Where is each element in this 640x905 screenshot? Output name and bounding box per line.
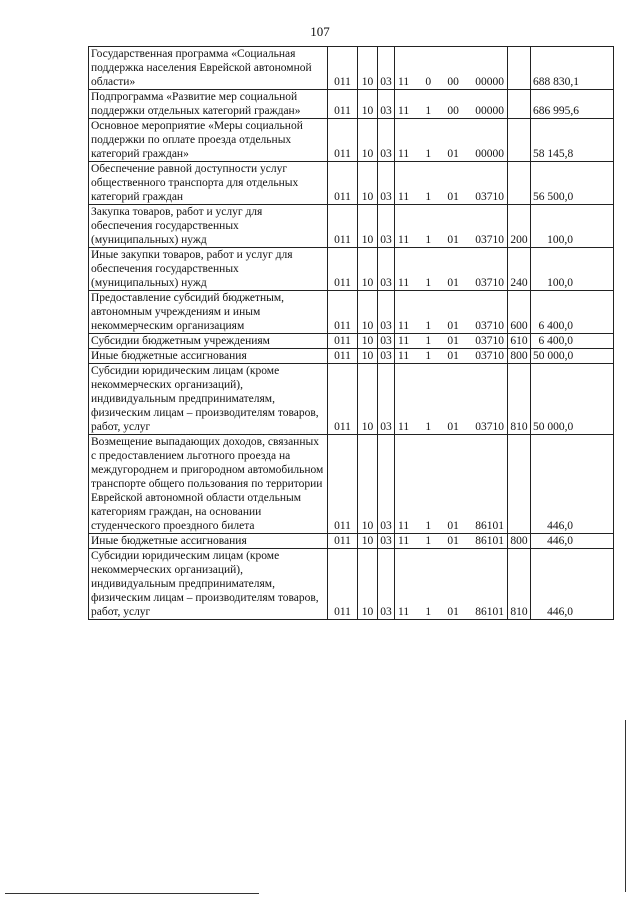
target-article-code: [395, 162, 508, 205]
table-row: [89, 162, 614, 205]
amount: 100,0: [531, 205, 614, 248]
expense-type-code: 810: [508, 549, 531, 620]
row-name: Субсидии юридическим лицам (кроме некоммерческих организаций), индивидуальным предпринимателям, физическим лицам – производителям товаров, работ, услуг: [89, 549, 328, 620]
program-code: 11: [398, 105, 410, 117]
target-article-code: [395, 435, 508, 534]
direction-code: 00000: [475, 76, 504, 88]
subsection-code: 03: [378, 334, 395, 349]
table-row: [89, 364, 614, 435]
table-row: [89, 349, 614, 364]
section-code: 10: [358, 349, 378, 364]
ministry-code: 011: [328, 162, 358, 205]
main-activity-code: 01: [447, 520, 459, 532]
row-name: Субсидии юридическим лицам (кроме некоммерческих организаций), индивидуальным предпринимателям, физическим лицам – производителям товаров, работ, услуг: [89, 364, 328, 435]
target-article-code: [395, 119, 508, 162]
subsection-code: 03: [378, 435, 395, 534]
expense-type-code: [508, 162, 531, 205]
ministry-code: 011: [328, 349, 358, 364]
target-article-code: [395, 349, 508, 364]
amount: 688 830,1: [531, 47, 614, 90]
ministry-code: 011: [328, 47, 358, 90]
expense-type-code: [508, 435, 531, 534]
direction-code: 00000: [475, 105, 504, 117]
amount: 6 400,0: [531, 291, 614, 334]
ministry-code: 011: [328, 291, 358, 334]
table-row: [89, 119, 614, 162]
section-code: 10: [358, 248, 378, 291]
amount: 6 400,0: [531, 334, 614, 349]
target-article-parts: [395, 420, 507, 434]
section-code: 10: [358, 90, 378, 119]
target-article-code: [395, 534, 508, 549]
subsection-code: 03: [378, 162, 395, 205]
row-name: Иные закупки товаров, работ и услуг для обеспечения государственных (муниципальных) нужд: [89, 248, 328, 291]
section-code: 10: [358, 119, 378, 162]
ministry-code: 011: [328, 248, 358, 291]
amount: 446,0: [531, 549, 614, 620]
table-row: [89, 549, 614, 620]
subprogram-code: 1: [425, 191, 432, 203]
subprogram-code: 1: [425, 148, 432, 160]
target-article-code: [395, 291, 508, 334]
main-activity-code: 01: [447, 277, 459, 289]
scan-edge-line: [625, 720, 626, 892]
main-activity-code: 01: [447, 191, 459, 203]
ministry-code: 011: [328, 119, 358, 162]
amount: 50 000,0: [531, 364, 614, 435]
table-row: [89, 90, 614, 119]
ministry-code: 011: [328, 90, 358, 119]
subsection-code: 03: [378, 90, 395, 119]
amount: 686 995,6: [531, 90, 614, 119]
direction-code: 00000: [475, 148, 504, 160]
subprogram-code: 1: [425, 606, 432, 618]
main-activity-code: 01: [447, 535, 459, 547]
subprogram-code: 1: [425, 105, 432, 117]
subprogram-code: 1: [425, 350, 432, 362]
table-row: [89, 334, 614, 349]
table-row: [89, 534, 614, 549]
table-row: [89, 205, 614, 248]
target-article-parts: [395, 519, 507, 533]
main-activity-code: 01: [447, 350, 459, 362]
section-code: 10: [358, 205, 378, 248]
target-article-code: [395, 47, 508, 90]
target-article-parts: [395, 147, 507, 161]
row-name: Государственная программа «Социальная поддержка населения Еврейской автономной области»: [89, 47, 328, 90]
table-row: [89, 291, 614, 334]
program-code: 11: [398, 148, 410, 160]
subprogram-code: 1: [425, 421, 432, 433]
section-code: 10: [358, 47, 378, 90]
main-activity-code: 01: [447, 606, 459, 618]
row-name: Возмещение выпадающих доходов, связанных с предоставлением льготного проезда на междугороднем и пригородном автомобильном транспорте общего пользования по территории Еврейской автономной области отдельным категориям граждан, на основании студенческого проездного билета: [89, 435, 328, 534]
direction-code: 03710: [475, 277, 504, 289]
program-code: 11: [398, 234, 410, 246]
amount: 446,0: [531, 435, 614, 534]
expense-type-code: 800: [508, 349, 531, 364]
table-row: [89, 435, 614, 534]
subsection-code: 03: [378, 47, 395, 90]
target-article-code: [395, 90, 508, 119]
subprogram-code: 0: [425, 76, 432, 88]
main-activity-code: 01: [447, 148, 459, 160]
program-code: 11: [398, 320, 410, 332]
target-article-parts: [395, 75, 507, 89]
amount: 446,0: [531, 534, 614, 549]
expense-type-code: 810: [508, 364, 531, 435]
section-code: 10: [358, 549, 378, 620]
ministry-code: 011: [328, 435, 358, 534]
expense-type-code: 600: [508, 291, 531, 334]
direction-code: 03710: [475, 350, 504, 362]
target-article-parts: [395, 233, 507, 247]
direction-code: 03710: [475, 234, 504, 246]
target-article-parts: [395, 104, 507, 118]
subprogram-code: 1: [425, 320, 432, 332]
target-article-parts: [395, 605, 507, 619]
subsection-code: 03: [378, 534, 395, 549]
subprogram-code: 1: [425, 234, 432, 246]
page-number: 107: [310, 24, 330, 39]
section-code: 10: [358, 162, 378, 205]
direction-code: 03710: [475, 421, 504, 433]
row-name: Иные бюджетные ассигнования: [89, 534, 328, 549]
direction-code: 03710: [475, 335, 504, 347]
ministry-code: 011: [328, 534, 358, 549]
section-code: 10: [358, 364, 378, 435]
expense-type-code: [508, 119, 531, 162]
program-code: 11: [398, 350, 410, 362]
amount: 50 000,0: [531, 349, 614, 364]
row-name: Иные бюджетные ассигнования: [89, 349, 328, 364]
expense-type-code: [508, 47, 531, 90]
target-article-parts: [395, 190, 507, 204]
expense-type-code: 610: [508, 334, 531, 349]
program-code: 11: [398, 421, 410, 433]
subsection-code: 03: [378, 248, 395, 291]
section-code: 10: [358, 334, 378, 349]
target-article-parts: [395, 349, 507, 363]
target-article-code: [395, 334, 508, 349]
ministry-code: 011: [328, 334, 358, 349]
program-code: 11: [398, 520, 410, 532]
target-article-code: [395, 205, 508, 248]
amount: 56 500,0: [531, 162, 614, 205]
direction-code: 03710: [475, 191, 504, 203]
program-code: 11: [398, 191, 410, 203]
main-activity-code: 00: [447, 105, 459, 117]
subsection-code: 03: [378, 205, 395, 248]
subsection-code: 03: [378, 349, 395, 364]
table-row: [89, 47, 614, 90]
program-code: 11: [398, 76, 410, 88]
row-name: Подпрограмма «Развитие мер социальной поддержки отдельных категорий граждан»: [89, 90, 328, 119]
direction-code: 03710: [475, 320, 504, 332]
row-name: Субсидии бюджетным учреждениям: [89, 334, 328, 349]
main-activity-code: 01: [447, 421, 459, 433]
subsection-code: 03: [378, 119, 395, 162]
row-name: Обеспечение равной доступности услуг общественного транспорта для отдельных категорий граждан: [89, 162, 328, 205]
target-article-code: [395, 549, 508, 620]
expense-type-code: 240: [508, 248, 531, 291]
table-row: [89, 248, 614, 291]
direction-code: 86101: [475, 606, 504, 618]
subprogram-code: 1: [425, 335, 432, 347]
expense-type-code: 800: [508, 534, 531, 549]
row-name: Основное мероприятие «Меры социальной поддержки по оплате проезда отдельных категорий граждан»: [89, 119, 328, 162]
expense-type-code: 200: [508, 205, 531, 248]
budget-table: [88, 46, 614, 620]
row-name: Предоставление субсидий бюджетным, автономным учреждениям и иным некоммерческим организациям: [89, 291, 328, 334]
program-code: 11: [398, 277, 410, 289]
target-article-parts: [395, 276, 507, 290]
subprogram-code: 1: [425, 520, 432, 532]
main-activity-code: 00: [447, 76, 459, 88]
main-activity-code: 01: [447, 320, 459, 332]
expense-type-code: [508, 90, 531, 119]
target-article-parts: [395, 334, 507, 348]
main-activity-code: 01: [447, 335, 459, 347]
target-article-code: [395, 364, 508, 435]
ministry-code: 011: [328, 549, 358, 620]
program-code: 11: [398, 606, 410, 618]
subsection-code: 03: [378, 364, 395, 435]
amount: 58 145,8: [531, 119, 614, 162]
direction-code: 86101: [475, 535, 504, 547]
program-code: 11: [398, 535, 410, 547]
ministry-code: 011: [328, 364, 358, 435]
subsection-code: 03: [378, 549, 395, 620]
ministry-code: 011: [328, 205, 358, 248]
program-code: 11: [398, 335, 410, 347]
main-activity-code: 01: [447, 234, 459, 246]
amount: 100,0: [531, 248, 614, 291]
footnote-line: [5, 893, 259, 894]
direction-code: 86101: [475, 520, 504, 532]
section-code: 10: [358, 534, 378, 549]
section-code: 10: [358, 435, 378, 534]
target-article-parts: [395, 319, 507, 333]
subprogram-code: 1: [425, 277, 432, 289]
row-name: Закупка товаров, работ и услуг для обеспечения государственных (муниципальных) нужд: [89, 205, 328, 248]
section-code: 10: [358, 291, 378, 334]
target-article-code: [395, 248, 508, 291]
subsection-code: 03: [378, 291, 395, 334]
subprogram-code: 1: [425, 535, 432, 547]
target-article-parts: [395, 534, 507, 548]
